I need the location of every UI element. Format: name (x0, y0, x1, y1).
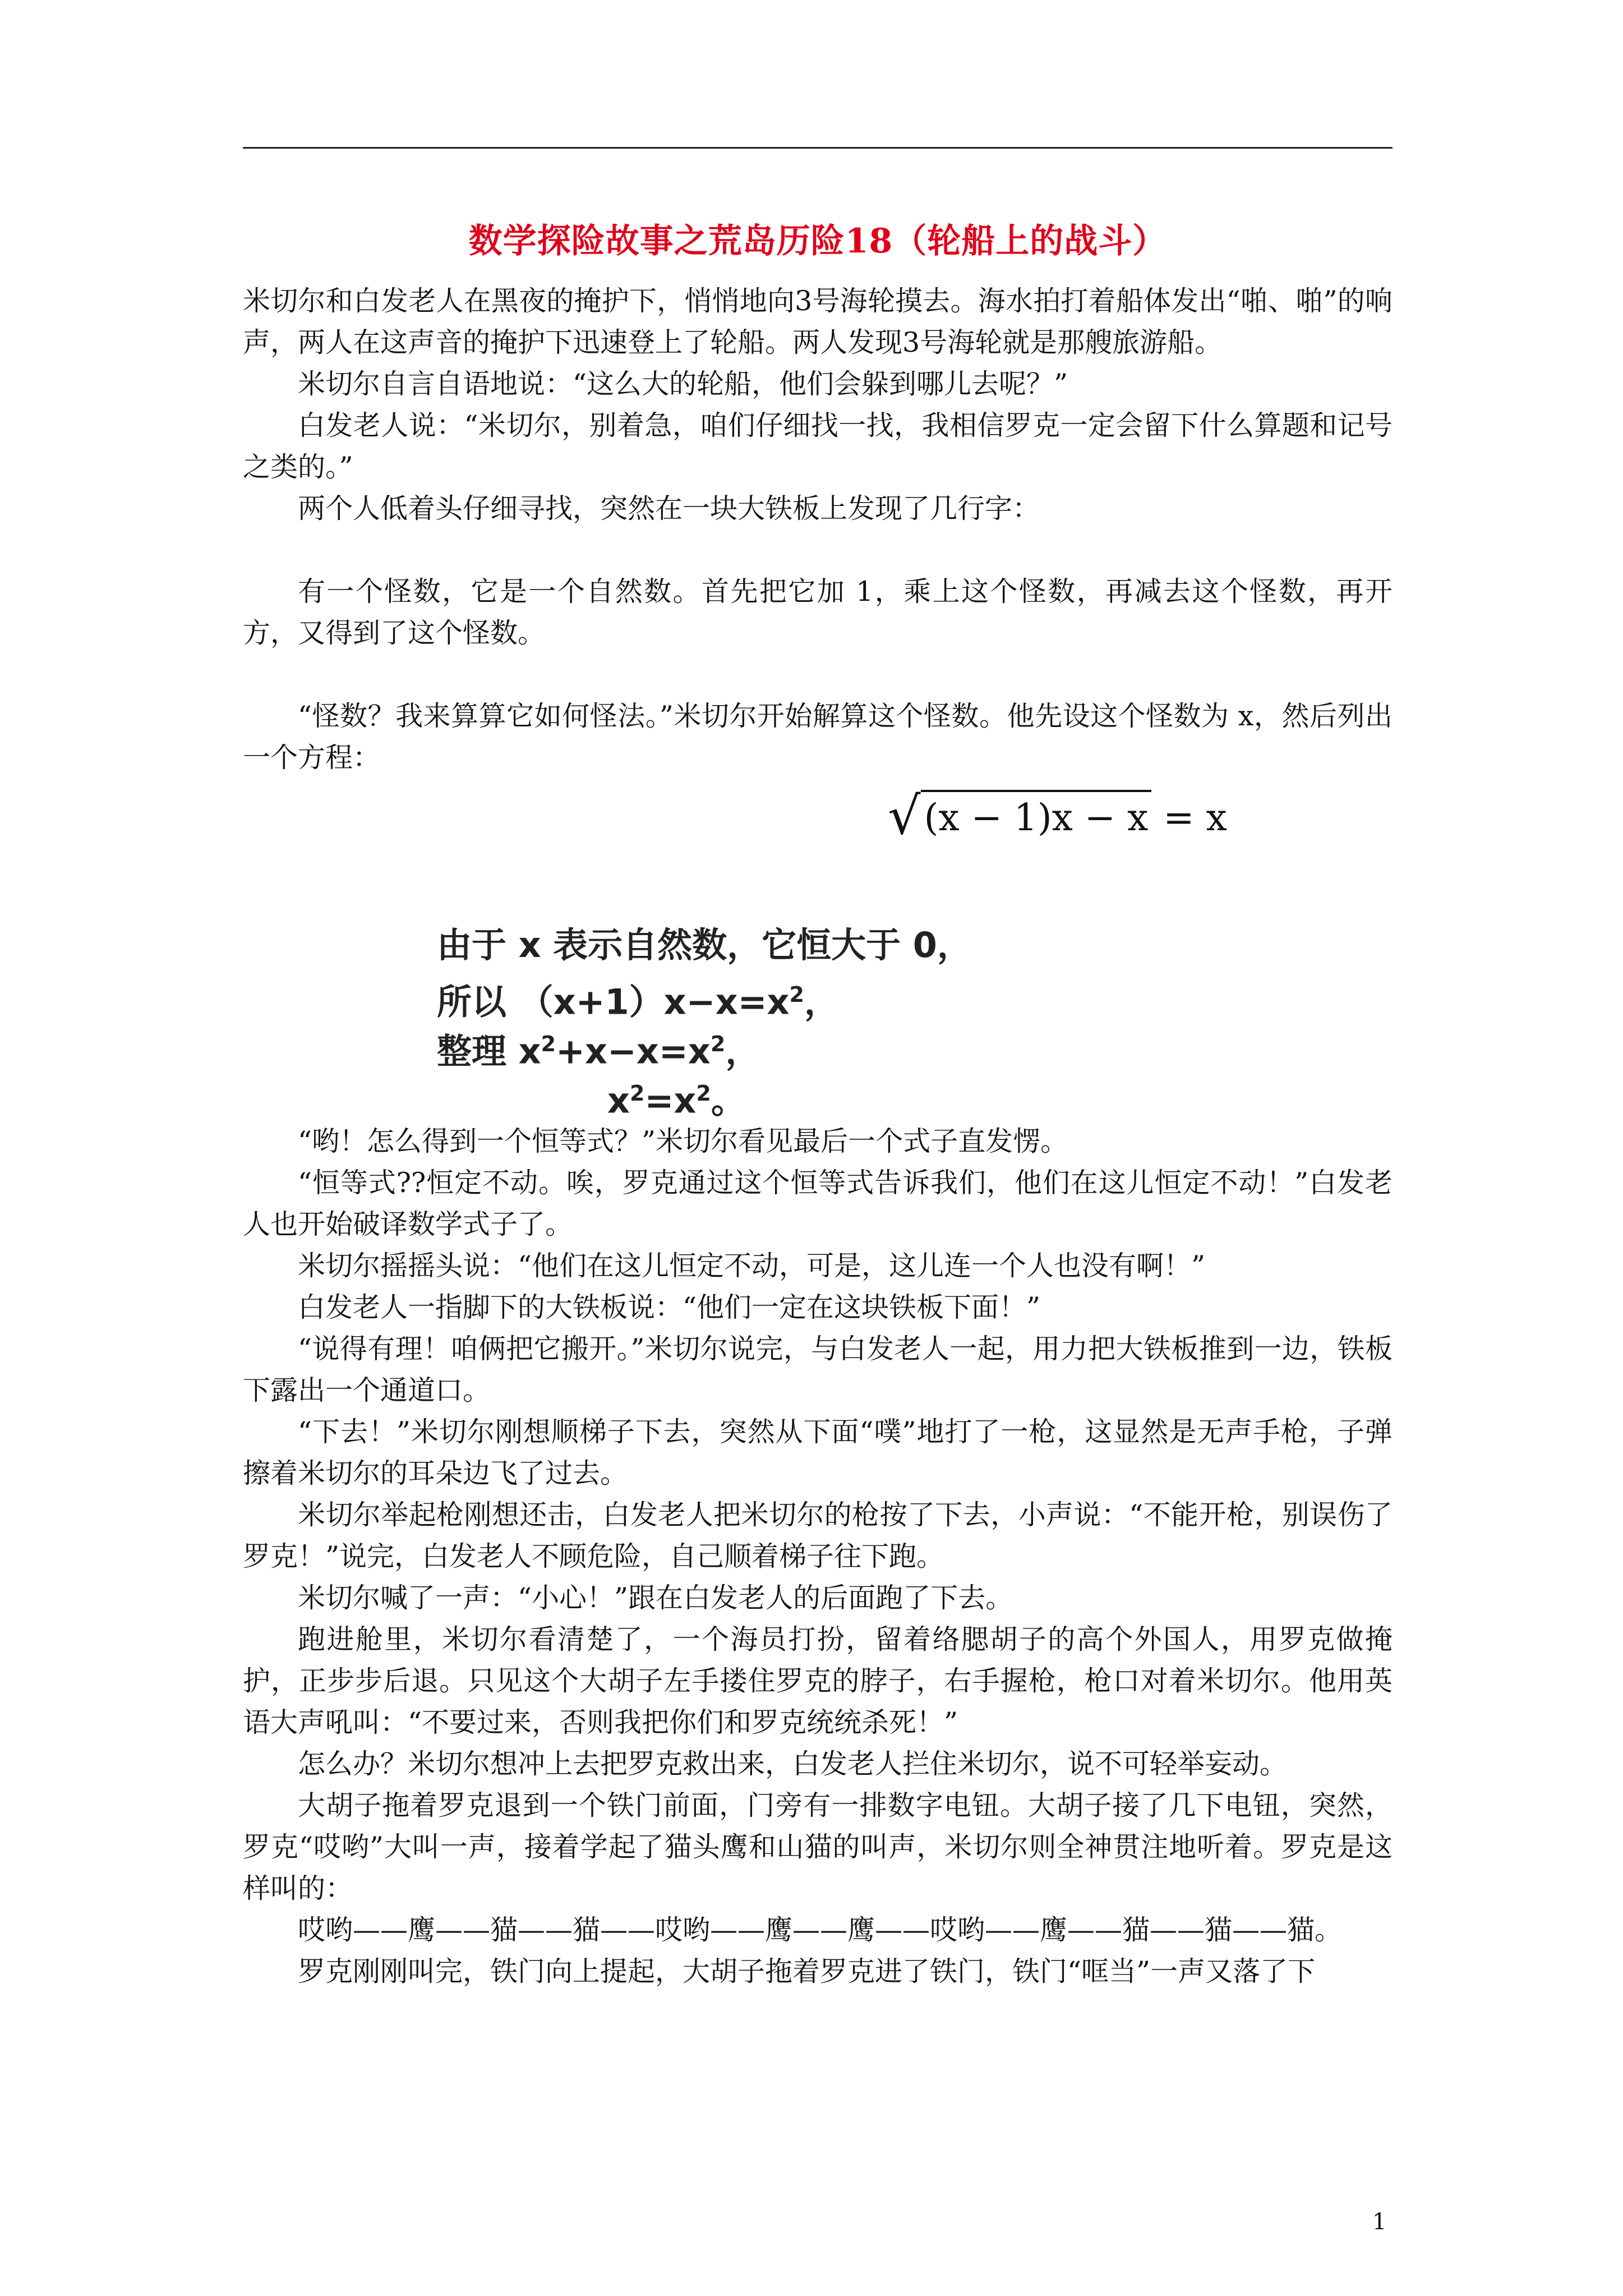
paragraph: 米切尔喊了一声：“小心！”跟在白发老人的后面跑了下去。 (298, 1582, 1013, 1614)
equation-radicand: (x − 1)x − x (921, 790, 1152, 844)
radical-sign-icon: √ (888, 786, 921, 846)
solution-line-2: 所以 $(x+1)x-x=x^2$， (437, 981, 840, 1023)
paragraph: 白发老人说：“米切尔，别着急，咱们仔细找一找，我相信罗克一定会留下什么算题和记号之类的。” (243, 409, 1393, 483)
story-body (243, 280, 1393, 1993)
square-root (888, 786, 1151, 846)
solution-steps (243, 913, 1393, 1121)
solution-line-4: $x^2=x^2$。 (607, 1080, 746, 1121)
equation-block (243, 779, 1393, 913)
paragraph: 白发老人一指脚下的大铁板说：“他们一定在这块铁板下面！” (298, 1291, 1041, 1323)
paragraph: “下去！”米切尔刚想顺梯子下去，突然从下面“噗”地打了一枪，这显然是无声手枪，子弹擦着米切尔的耳朵边飞了过去。 (243, 1416, 1393, 1489)
paragraph: “说得有理！咱俩把它搬开。”米切尔说完，与白发老人一起，用力把大铁板推到一边，铁板下露出一个通道口。 (243, 1333, 1393, 1406)
solution-line-1: 由于 x 表示自然数，它恒大于 0， (437, 924, 972, 965)
page-number: 1 (1372, 2209, 1387, 2235)
header-rule (243, 147, 1393, 149)
paragraph: “恒等式??恒定不动。唉，罗克通过这个恒等式告诉我们，他们在这儿恒定不动！”白发老人也开始破译数学式子了。 (243, 1167, 1393, 1240)
paragraph: 怎么办？米切尔想冲上去把罗克救出来，白发老人拦住米切尔，说不可轻举妄动。 (298, 1748, 1288, 1780)
paragraph: 罗克刚刚叫完，铁门向上提起，大胡子拖着罗克进了铁门，铁门“哐当”一声又落了下 (298, 1955, 1316, 1987)
paragraph: 哎哟——鹰——猫——猫——哎哟——鹰——鹰——哎哟——鹰——猫——猫——猫。 (298, 1914, 1343, 1946)
paragraph: 米切尔自言自语地说：“这么大的轮船，他们会躲到哪儿去呢？” (298, 368, 1068, 400)
paragraph: 跑进舱里，米切尔看清楚了，一个海员打扮，留着络腮胡子的高个外国人，用罗克做掩护，正步步后退。只见这个大胡子左手搂住罗克的脖子，右手握枪，枪口对着米切尔。他用英语大声吼叫：“不要过来，否则我把你们和罗克统统杀死！” (243, 1623, 1393, 1738)
paragraph: 大胡子拖着罗克退到一个铁门前面，门旁有一排数字电钮。大胡子接了几下电钮，突然，罗克“哎哟”大叫一声，接着学起了猫头鹰和山猫的叫声，米切尔则全神贯注地听着。罗克是这样叫的： (243, 1789, 1393, 1904)
solution-line-3: 整理 $x^2+x-x=x^2$， (437, 1030, 760, 1072)
paragraph: 米切尔摇摇头说：“他们在这儿恒定不动，可是，这儿连一个人也没有啊！” (298, 1250, 1206, 1282)
equation-rhs: = x (1163, 796, 1227, 839)
paragraph: “怪数？我来算算它如何怪法。”米切尔开始解算这个怪数。他先设这个怪数为 x，然后列出一个方程： (243, 700, 1393, 774)
equation (888, 786, 1227, 846)
paragraph: 两个人低着头仔细寻找，突然在一块大铁板上发现了几行字： (298, 493, 1040, 524)
puzzle-paragraph: 有一个怪数，它是一个自然数。首先把它加 1，乘上这个怪数，再减去这个怪数，再开方，又得到了这个怪数。 (243, 576, 1393, 649)
paragraph: 米切尔举起枪刚想还击，白发老人把米切尔的枪按了下去，小声说：“不能开枪，别误伤了罗克！”说完，白发老人不顾危险，自己顺着梯子往下跑。 (243, 1499, 1393, 1572)
paragraph: “哟！怎么得到一个恒等式？”米切尔看见最后一个式子直发愣。 (298, 1125, 1068, 1157)
page-title: 数学探险故事之荒岛历险18（轮船上的战斗） (468, 222, 1167, 261)
paragraph: 米切尔和白发老人在黑夜的掩护下，悄悄地向3号海轮摸去。海水拍打着船体发出“啪、啪”的响声，两人在这声音的掩护下迅速登上了轮船。两人发现3号海轮就是那艘旅游船。 (243, 285, 1393, 358)
